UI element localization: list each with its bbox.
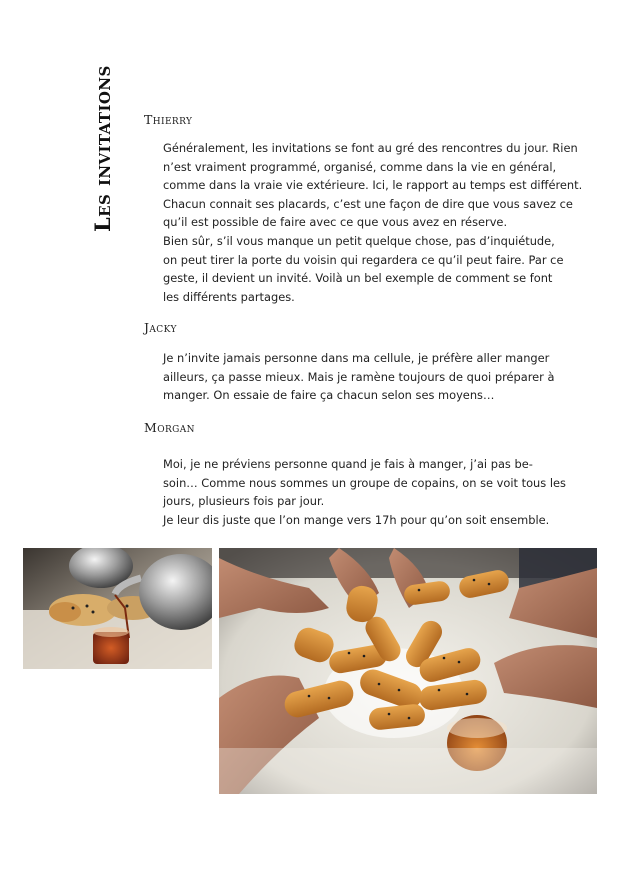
text-line: comme dans la vraie vie extérieure. Ici, le rapport au temps est différent. (163, 178, 583, 193)
text-line: manger. On essaie de faire ça chacun selon ses moyens… (163, 388, 495, 403)
text-line: jours, plusieurs fois par jour. (163, 494, 325, 509)
text-line: Je leur dis juste que l’on mange vers 17h pour qu’on soit ensemble. (163, 512, 550, 527)
shared-pastries-photo (219, 548, 597, 794)
text-line: qu’il est possible de faire avec ce que vous avez en réserve. (163, 215, 508, 230)
tea-pouring-photo (23, 548, 212, 669)
testimony-morgan (163, 455, 598, 529)
text-line: les différents partages. (163, 289, 295, 304)
text-line: ailleurs, ça passe mieux. Mais je ramène toujours de quoi préparer à (163, 369, 555, 384)
speaker-morgan: Morgan (144, 420, 195, 435)
text-line: soin… Comme nous sommes un groupe de copains, on se voit tous les (163, 475, 566, 490)
text-line: n’est vraiment programmé, organisé, comme dans la vie en général, (163, 159, 557, 174)
text-line: geste, il devient un invité. Voilà un bel exemple de comment se font (163, 271, 553, 286)
speaker-jacky: Jacky (144, 320, 177, 335)
text-line: Je n’invite jamais personne dans ma cellule, je préfère aller manger (163, 351, 550, 365)
text-line: on peut tirer la porte du voisin qui regardera ce qu’il peut faire. Par ce (163, 252, 564, 267)
testimony-jacky (163, 349, 598, 405)
speaker-thierry: Thierry (144, 112, 193, 127)
text-line: Généralement, les invitations se font au gré des rencontres du jour. Rien (163, 141, 578, 155)
section-title: Les invitations (90, 65, 115, 232)
text-line: Moi, je ne préviens personne quand je fais à manger, j’ai pas be- (163, 457, 533, 471)
text-line: Chacun connait ses placards, c’est une façon de dire que vous savez ce (163, 196, 573, 211)
testimony-thierry (163, 139, 598, 306)
text-line: Bien sûr, s’il vous manque un petit quelque chose, pas d’inquiétude, (163, 233, 555, 248)
